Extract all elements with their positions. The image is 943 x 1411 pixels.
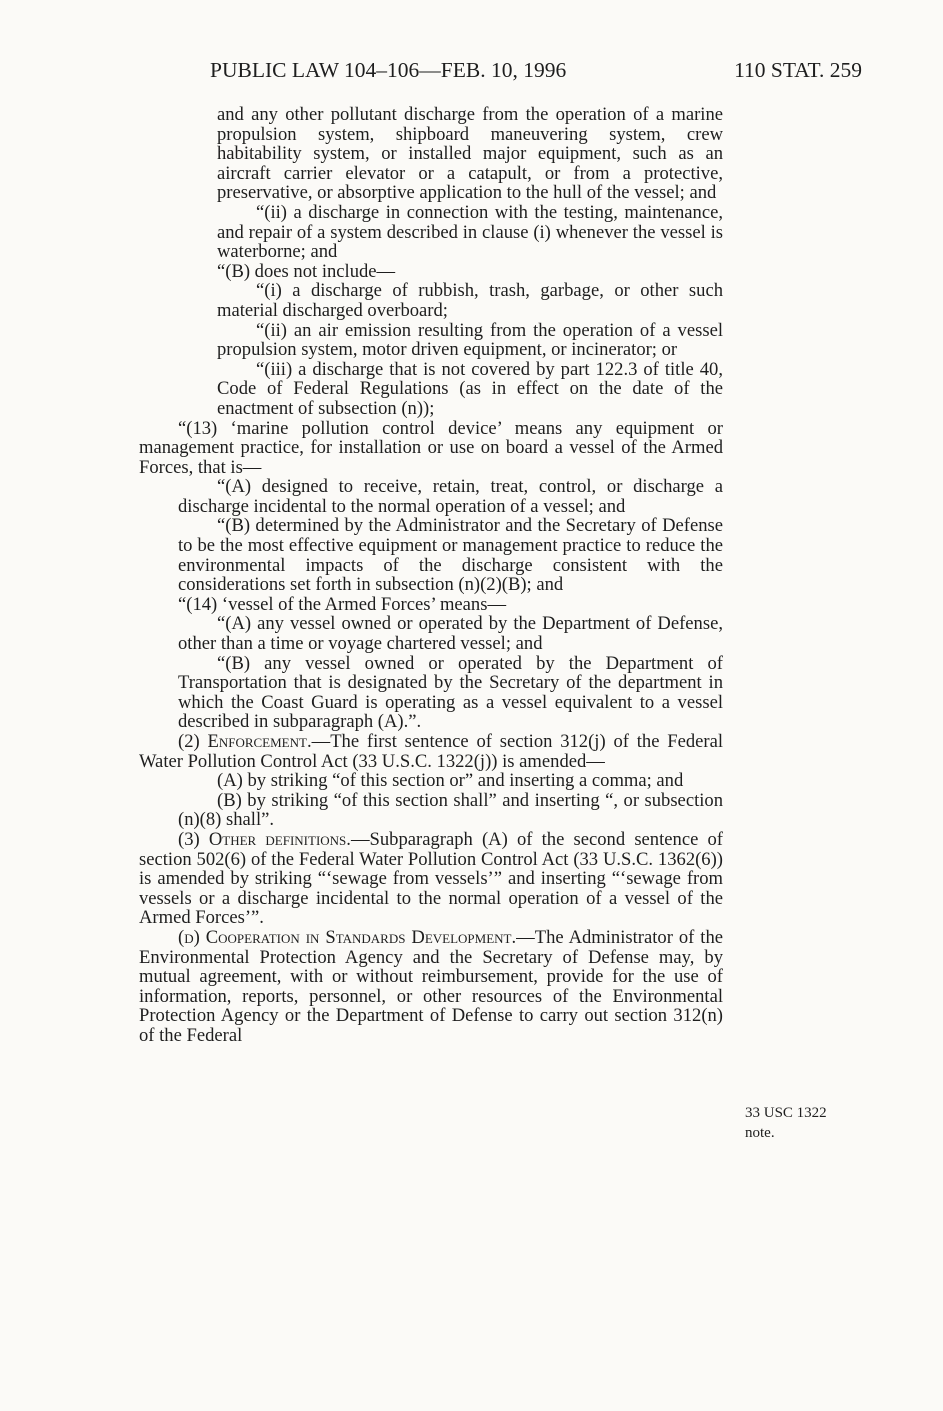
page-header <box>210 55 862 85</box>
paragraph-14: “(14) ‘vessel of the Armed Forces’ means— <box>178 593 507 615</box>
paragraph-14-a: “(A) any vessel owned or operated by the Department of Defense, other than a time or voyage chartered vessel; and <box>178 613 723 655</box>
paragraph-clause-i-rubbish: “(i) a discharge of rubbish, trash, garbage, or other such material discharged overboard; <box>217 280 723 321</box>
paragraph-enforcement-b: (B) by striking “of this section shall” and inserting “, or subsection (n)(8) shall”. <box>178 789 723 831</box>
paragraph-subpara-b: “(B) does not include— <box>217 260 396 282</box>
page-number: 110 STAT. 259 <box>734 58 862 82</box>
margin-note-citation: 33 USC 1322 <box>745 1105 827 1121</box>
paragraph-enforcement <box>139 732 723 771</box>
paragraph-clause-iii: “(iii) a discharge that is not covered by part 122.3 of title 40, Code of Federal Regulations (as in effect on the date of the enactment of subsection (n)); <box>217 358 723 419</box>
statute-text <box>139 105 723 1046</box>
body-cooperation: —The Administrator of the Environmental Protection Agency and the Secretary of Defense may, by mutual agreement, with or without reimbursement, provide for the use of information, reports, personnel, or other resources of the Environmental Protection Agency or the Department of Defense to carry out section 312(n) of the Federal <box>139 926 723 1046</box>
paragraph-13-b: “(B) determined by the Administrator and the Secretary of Defense to be the most effective equipment or management practice to reduce the environmental impacts of the discharge consistent with the considerations set forth in subsection (n)(2)(B); and <box>178 515 723 596</box>
paragraph-13: “(13) ‘marine pollution control device’ means any equipment or management practice, for installation or use on board a vessel of the Armed Forces, that is— <box>139 417 723 478</box>
body-enforcement: —The first sentence of section 312(j) of the Federal Water Pollution Control Act (33 U.S.C. 1322(j)) is amended— <box>139 731 723 772</box>
heading-other-definitions: (3) Other definitions. <box>178 828 351 850</box>
paragraph-continuation: and any other pollutant discharge from the operation of a marine propulsion system, shipboard maneuvering system, crew habitability system, or installed major equipment, such as an aircraft carrier elevator or a catapult, or from a protective, preservative, or absorptive application to the hull of the vessel; and <box>217 104 723 204</box>
paragraph-cooperation <box>139 928 723 1046</box>
paragraph-enforcement-a: (A) by striking “of this section or” and inserting a comma; and <box>217 770 684 792</box>
margin-note-label: note. <box>745 1125 775 1141</box>
paragraph-13-a: “(A) designed to receive, retain, treat, control, or discharge a discharge incidental to the normal operation of a vessel; and <box>178 476 723 517</box>
heading-cooperation: (d) Cooperation in Standards Development. <box>178 926 517 948</box>
paragraph-other-definitions <box>139 830 723 928</box>
heading-enforcement: (2) Enforcement. <box>178 731 312 752</box>
body-other-definitions: —Subparagraph (A) of the second sentence of section 502(6) of the Federal Water Pollution Control Act (33 U.S.C. 1362(6)) is amended by striking “‘sewage from vessels’” and inserting “‘sewage from vessels or a discharge incidental to the normal operation of a vessel of the Armed Forces’”. <box>139 828 723 929</box>
paragraph-14-b: “(B) any vessel owned or operated by the Department of Transportation that is designated by the Secretary of the department in which the Coast Guard is operating as a vessel equivalent to a vessel described in subparagraph (A).”. <box>178 652 723 733</box>
paragraph-clause-ii-air: “(ii) an air emission resulting from the operation of a vessel propulsion system, motor driven equipment, or incinerator; or <box>217 319 723 361</box>
margin-note <box>745 1103 855 1143</box>
running-head: PUBLIC LAW 104–106—FEB. 10, 1996 <box>210 58 567 82</box>
paragraph-clause-ii: “(ii) a discharge in connection with the testing, maintenance, and repair of a system described in clause (i) whenever the vessel is waterborne; and <box>217 201 723 263</box>
